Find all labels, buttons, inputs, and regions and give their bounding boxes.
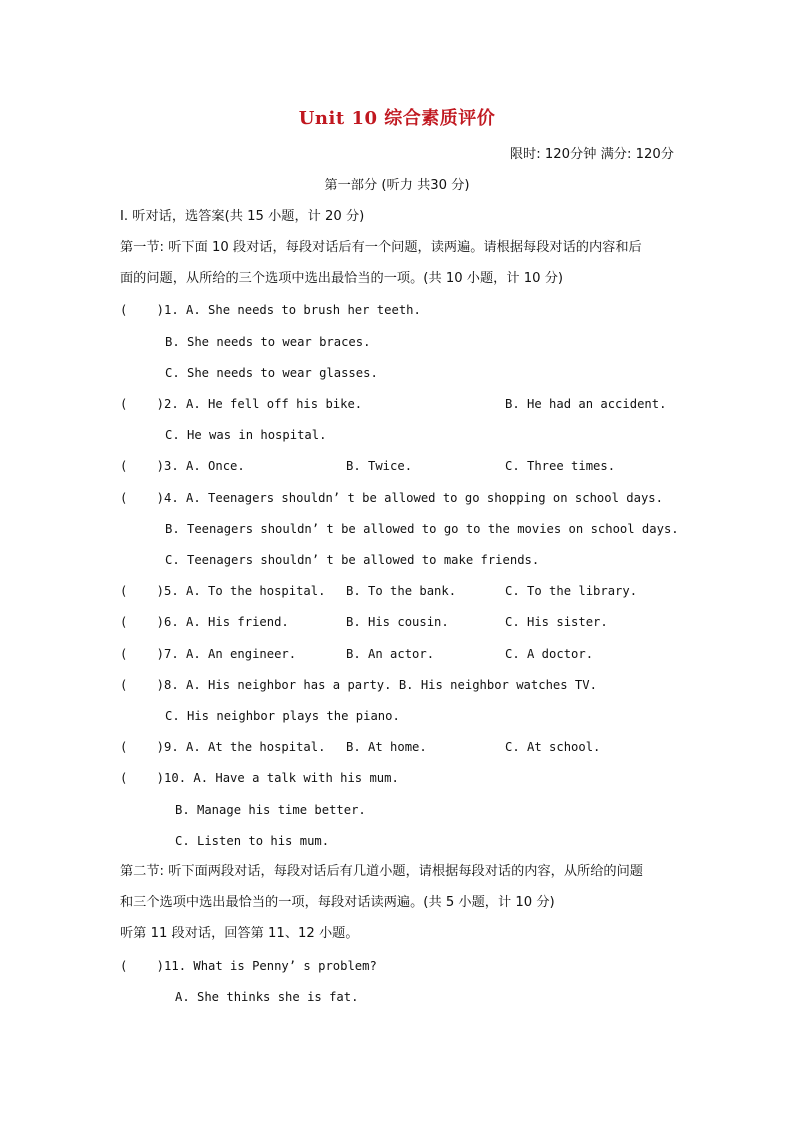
question-11-option-a: A. She thinks she is fat.: [175, 990, 359, 1004]
question-5-stem: ( )5. A. To the hospital.: [120, 584, 326, 598]
section-heading: I. 听对话，选答案(共 15 小题，计 20 分): [120, 209, 365, 224]
question-1-stem: ( )1. A. She needs to brush her teeth.: [120, 303, 421, 317]
question-2-stem: ( )2. A. He fell off his bike.: [120, 397, 363, 411]
question-3-stem: ( )3. A. Once.: [120, 459, 245, 473]
question-5-option-c: C. To the library.: [505, 584, 638, 598]
question-6-option-c: C. His sister.: [505, 615, 608, 629]
question-10-stem: ( )10. A. Have a talk with his mum.: [120, 771, 399, 785]
question-2-option-b: B. He had an accident.: [505, 397, 667, 411]
question-4-option-c: C. Teenagers shouldn’ t be allowed to make friends.: [165, 553, 540, 567]
question-9-option-b: B. At home.: [346, 740, 427, 754]
question-2-option-c: C. He was in hospital.: [165, 428, 327, 442]
question-4-option-b: B. Teenagers shouldn’ t be allowed to go to the movies on school days.: [165, 522, 679, 536]
question-6-option-b: B. His cousin.: [346, 615, 449, 629]
question-1-option-b: B. She needs to wear braces.: [165, 335, 371, 349]
instruction-line: 面的问题，从所给的三个选项中选出最恰当的一项。(共 10 小题，计 10 分): [120, 271, 564, 286]
question-9-option-c: C. At school.: [505, 740, 601, 754]
question-9-stem: ( )9. A. At the hospital.: [120, 740, 326, 754]
instruction-line: 第二节: 听下面两段对话，每段对话后有几道小题，请根据每段对话的内容，从所给的问题: [120, 864, 643, 879]
dialog-instruction: 听第 11 段对话，回答第 11、12 小题。: [120, 926, 359, 941]
question-4-stem: ( )4. A. Teenagers shouldn’ t be allowed to go shopping on school days.: [120, 491, 663, 505]
question-10-option-b: B. Manage his time better.: [175, 803, 366, 817]
question-8-stem: ( )8. A. His neighbor has a party. B. His neighbor watches TV.: [120, 678, 597, 692]
question-11-stem: ( )11. What is Penny’ s problem?: [120, 959, 377, 973]
instruction-line: 第一节: 听下面 10 段对话，每段对话后有一个问题，读两遍。请根据每段对话的内容和后: [120, 240, 642, 255]
time-score-info: 限时: 120分钟 满分: 120分: [509, 147, 674, 162]
question-7-option-c: C. A doctor.: [505, 647, 594, 661]
part-heading: 第一部分 (听力 共30 分): [324, 178, 470, 193]
question-10-option-c: C. Listen to his mum.: [175, 834, 330, 848]
question-7-stem: ( )7. A. An engineer.: [120, 647, 297, 661]
question-1-option-c: C. She needs to wear glasses.: [165, 366, 378, 380]
question-3-option-c: C. Three times.: [505, 459, 616, 473]
question-7-option-b: B. An actor.: [346, 647, 435, 661]
page-title: Unit 10 综合素质评价: [298, 108, 496, 129]
question-3-option-b: B. Twice.: [346, 459, 413, 473]
instruction-line: 和三个选项中选出最恰当的一项，每段对话读两遍。(共 5 小题，计 10 分): [120, 895, 555, 910]
question-6-stem: ( )6. A. His friend.: [120, 615, 289, 629]
question-8-option-c: C. His neighbor plays the piano.: [165, 709, 400, 723]
question-5-option-b: B. To the bank.: [346, 584, 457, 598]
